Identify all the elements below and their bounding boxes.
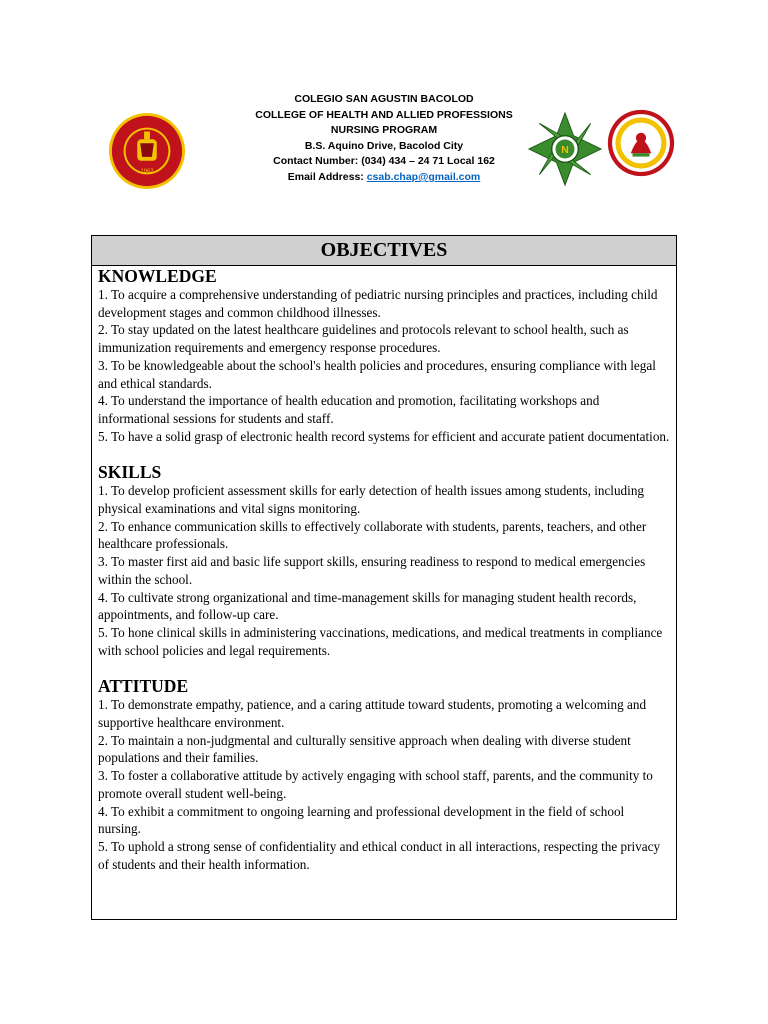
knowledge-item: 3. To be knowledgeable about the school's health policies and procedures, ensuring compliance with legal and ethical standards.: [98, 357, 656, 391]
seal-year-text: 1962: [140, 168, 154, 175]
contact-number: Contact Number: (034) 434 – 24 71 Local 162: [273, 155, 495, 168]
attitude-section: [98, 676, 670, 873]
program-name: NURSING PROGRAM: [330, 124, 438, 137]
school-name: COLEGIO SAN AGUSTIN BACOLOD: [294, 93, 474, 105]
skills-item: 5. To hone clinical skills in administering vaccinations, medications, and medical treatments in compliance with school policies and legal requirements.: [98, 624, 663, 658]
skills-item: 4. To cultivate strong organizational and time-management skills for managing student health records, appointments, and follow-up care.: [98, 589, 637, 623]
skills-item: 1. To develop proficient assessment skills for early detection of health issues among students, including physical examinations and vital signs monitoring.: [98, 483, 645, 517]
objectives-box: [91, 235, 677, 920]
attitude-item: 5. To uphold a strong sense of confidentiality and ethical conduct in all interactions, respecting the privacy of students and their health information.: [98, 838, 661, 872]
knowledge-item: 1. To acquire a comprehensive understanding of pediatric nursing principles and practices, including child development stages and common childhood illnesses.: [98, 287, 658, 320]
attitude-item: 4. To exhibit a commitment to ongoing learning and professional development in the field of school nursing.: [98, 803, 625, 837]
institution-header: [0, 92, 768, 186]
email-line: [0, 170, 768, 186]
skills-heading: SKILLS: [98, 462, 162, 483]
attitude-heading: ATTITUDE: [98, 676, 189, 697]
attitude-item: 3. To foster a collaborative attitude by actively engaging with school staff, parents, and the community to promote overall student well-being.: [98, 768, 653, 801]
skills-item: 3. To master first aid and basic life support skills, ensuring readiness to respond to medical emergencies within the school.: [98, 554, 646, 587]
email-link[interactable]: csab.chap@gmail.com: [366, 170, 481, 183]
attitude-item: 2. To maintain a non-judgmental and culturally sensitive approach when dealing with diverse student populations and their families.: [98, 732, 631, 766]
skills-section: [98, 462, 670, 659]
attitude-item: 1. To demonstrate empathy, patience, and a caring attitude toward students, promoting a welcoming and supportive healthcare environment.: [98, 697, 647, 731]
knowledge-item: 5. To have a solid grasp of electronic health record systems for efficient and accurate patient documentation.: [98, 428, 670, 444]
college-name: COLLEGE OF HEALTH AND ALLIED PROFESSIONS: [255, 108, 513, 121]
knowledge-item: 4. To understand the importance of health education and promotion, facilitating workshops and informational sessions for students and staff.: [98, 393, 600, 426]
skills-item: 2. To enhance communication skills to effectively collaborate with students, parents, teachers, and other healthcare professionals.: [98, 518, 647, 552]
email-label: Email Address:: [287, 170, 367, 183]
knowledge-heading: KNOWLEDGE: [98, 266, 217, 286]
objectives-content: [92, 266, 676, 873]
address: B.S. Aquino Drive, Bacolod City: [304, 139, 464, 152]
objectives-title: OBJECTIVES: [92, 236, 676, 266]
knowledge-section: [98, 266, 670, 445]
knowledge-item: 2. To stay updated on the latest healthcare guidelines and protocols relevant to school health, such as immunization requirements and emergency response procedures.: [98, 322, 629, 356]
badge-letter-text: N: [561, 144, 569, 156]
